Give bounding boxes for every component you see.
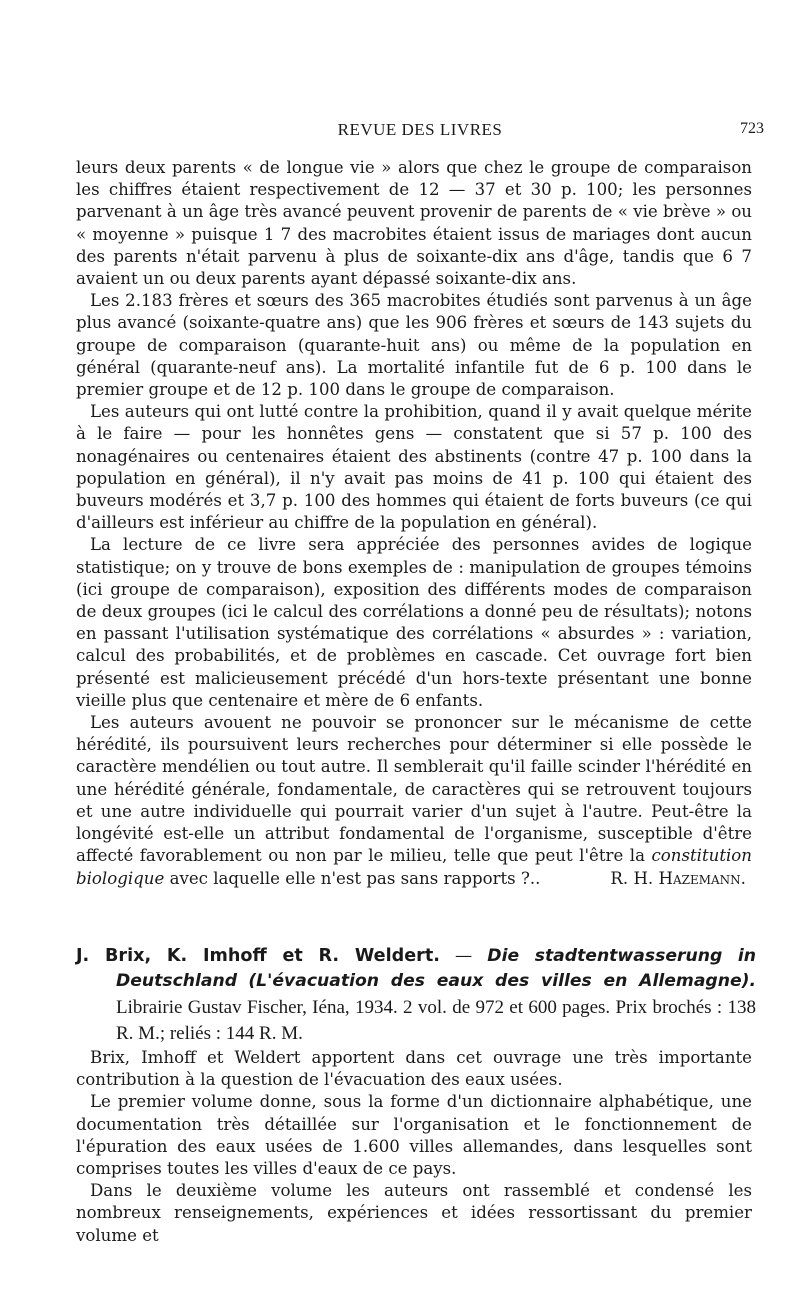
paragraph	[76, 712, 752, 890]
italic-term: constitution biologique	[76, 846, 752, 888]
authors: J. Brix, K. Imhoff et R. Weldert.	[76, 946, 440, 966]
paragraph-text: Les auteurs avouent ne pouvoir se prononcer sur le mécanisme de cette hérédité, ils poursuivent leurs recherches pour déterminer si elle possède le caractère mendélien ou tout autre. Il semblerait qu'il faille scinder l'hérédité en une hérédité générale, fondamentale, de caractères qui se retrouvent toujours et une autre individuelle qui pourrait varier d'un sujet à l'autre. Peut-être la longévité est-elle un attribut fondamental de l'organisme, susceptible d'être affecté favorablement ou non par le milieu, telle que peut l'être la	[76, 713, 752, 866]
paragraph: Les auteurs qui ont lutté contre la prohibition, quand il y avait quelque mérite à le faire — pour les honnêtes gens — constatent que si 57 p. 100 des nonagénaires ou centenaires étaient des abstinents (contre 47 p. 100 dans la population en général), il n'y avait pas moins de 41 p. 100 qui étaient des buveurs modérés et 3,7 p. 100 des hommes qui étaient de forts buveurs (ce qui d'ailleurs est inférieur au chiffre de la population en général).	[76, 402, 752, 533]
journal-title: REVUE DES LIVRES	[337, 120, 503, 139]
reviewer-signature: R. H. Hazemann.	[610, 868, 746, 888]
review-continuation	[76, 157, 752, 890]
dash: —	[439, 946, 488, 966]
review-body	[76, 1047, 752, 1247]
paragraph: La lecture de ce livre sera appréciée des personnes avides de logique statistique; on y trouve de bons exemples de : manipulation de groupes témoins (ici groupe de comparaison), exposition des différents modes de comparaison de deux groupes (ici le calcul des corrélations a donné peu de résultats); notons en passant l'utilisation systématique des corrélations « absurdes » : variation, calcul des probabilités, et de problèmes en cascade. Cet ouvrage fort bien présenté est malicieusement précédé d'un hors-texte présentant une bonne vieille plus que centenaire et mère de 6 enfants.	[76, 535, 752, 710]
paragraph: Brix, Imhoff et Weldert apportent dans cet ouvrage une très importante contribution à la question de l'évacuation des eaux usées.	[76, 1048, 752, 1090]
book-title-german: Die stadtentwasserung in Deutschland	[116, 946, 756, 992]
paragraph: Les 2.183 frères et sœurs des 365 macrobites étudiés sont parvenus à un âge plus avancé (soixante-quatre ans) que les 906 frères et sœurs de 143 sujets du groupe de comparaison (quarante-huit ans) ou même de la population en général (quarante-neuf ans). La mortalité infantile fut de 6 p. 100 dans le premier groupe et de 12 p. 100 dans le groupe de comparaison.	[76, 291, 752, 400]
bibliographic-reference	[76, 944, 756, 1048]
paragraph: Le premier volume donne, sous la forme d'un dictionnaire alphabétique, une documentation très détaillée sur l'organisation et le fonctionnement de l'épuration des eaux usées de 1.600 villes allemandes, dans lesquelles sont comprises toutes les villes d'eaux de ce pays.	[76, 1092, 752, 1179]
running-header	[76, 120, 764, 144]
page-number: 723	[740, 120, 764, 137]
paragraph: leurs deux parents « de longue vie » alors que chez le groupe de comparaison les chiffres étaient respectivement de 12 — 37 et 30 p. 100; les personnes parvenant à un âge très avancé peuvent provenir de parents de « vie brève » ou « moyenne » puisque 1 7 des macrobites étaient issus de mariages dont aucun des parents n'était parvenu à plus de soixante-dix ans d'âge, tandis que 6 7 avaient un ou deux parents ayant dépassé soixante-dix ans.	[76, 158, 752, 289]
book-title-french: (L'évacuation des eaux des villes en Allemagne).	[248, 971, 756, 992]
review-entry-heading	[76, 944, 756, 1048]
paragraph: Dans le deuxième volume les auteurs ont rassemblé et condensé les nombreux renseignements, expériences et idées ressortissant du premier volume et	[76, 1181, 752, 1245]
paragraph-text: avec laquelle elle n'est pas sans rapports ?..	[169, 868, 541, 888]
publisher-info: Librairie Gustav Fischer, Iéna, 1934. 2 vol. de 972 et 600 pages. Prix brochés : 138 R. M.; reliés : 144 R. M.	[116, 996, 756, 1045]
